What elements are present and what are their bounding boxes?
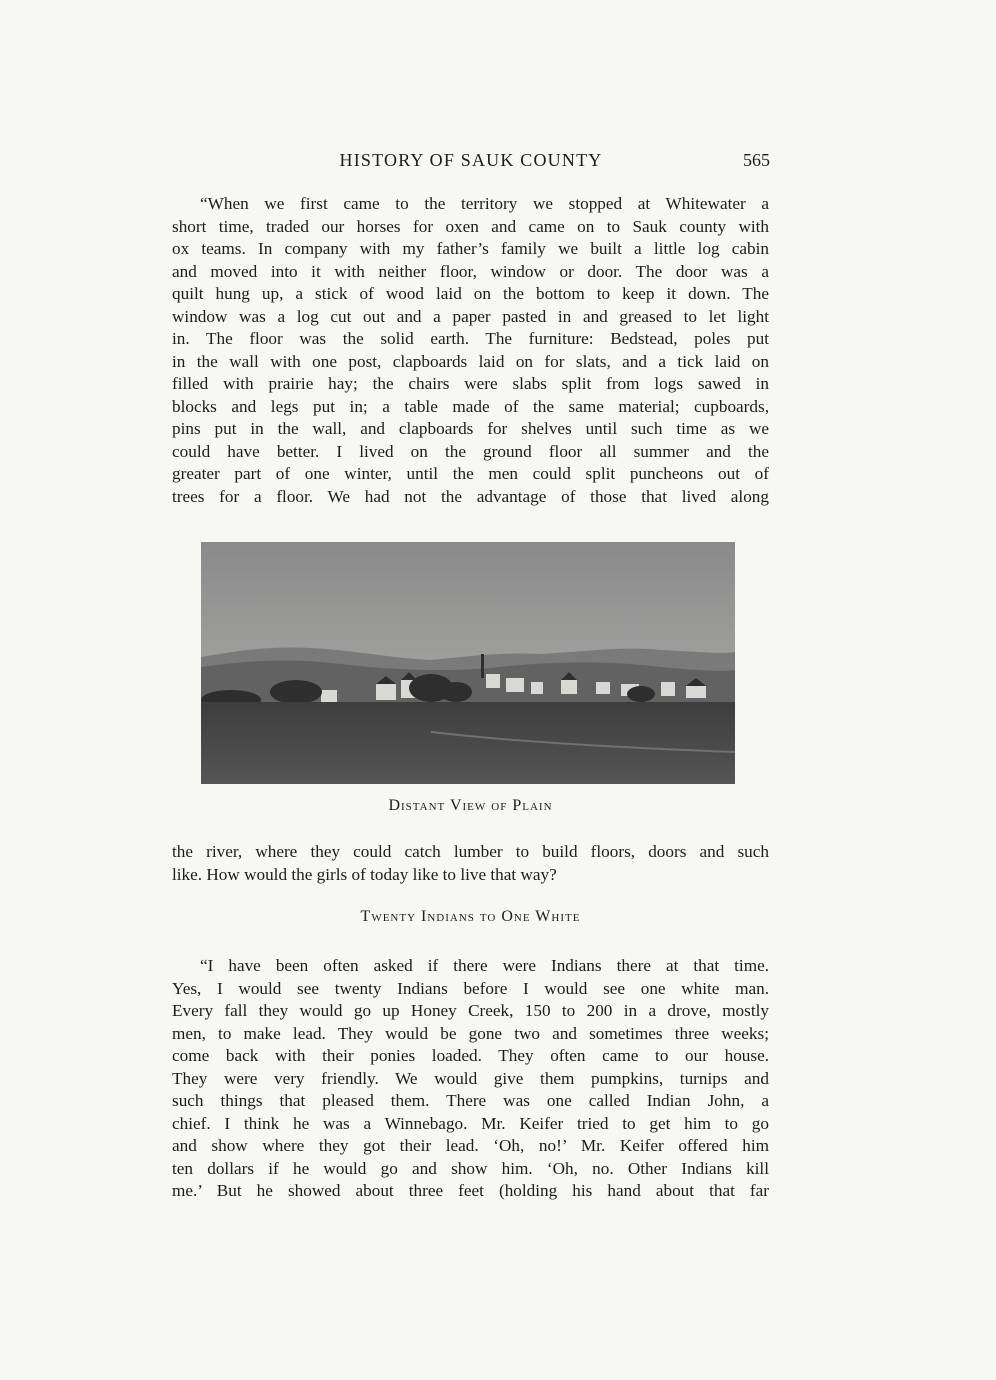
text-line: men, to make lead. They would be gone two and sometimes three weeks; bbox=[172, 1023, 769, 1043]
paragraph-cabin bbox=[172, 193, 769, 508]
text-line: like. How would the girls of today like to live that way? bbox=[172, 864, 557, 884]
text-line: short time, traded our horses for oxen and came on to Sauk county with bbox=[172, 216, 769, 236]
text-line: “I have been often asked if there were Indians there at that time. bbox=[200, 956, 769, 975]
text-line: such things that pleased them. There was one called Indian John, a bbox=[172, 1091, 769, 1110]
text-line: and show where they got their lead. ‘Oh, no!’ Mr. Keifer offered him bbox=[172, 1136, 769, 1155]
text-line: “When we first came to the territory we stopped at Whitewater a bbox=[200, 194, 769, 213]
text-line: in the wall with one post, clapboards laid on for slats, and a tick laid on bbox=[172, 351, 769, 371]
text-line: window was a log cut out and a paper pasted in and greased to let light bbox=[172, 306, 769, 326]
text-line: and moved into it with neither floor, window or door. The door was a bbox=[172, 261, 769, 281]
text-line: blocks and legs put in; a table made of the same material; cupboards, bbox=[172, 396, 769, 416]
text-line: the river, where they could catch lumber to build floors, doors and such bbox=[172, 842, 769, 861]
text-line: Yes, I would see twenty Indians before I would see one white man. bbox=[172, 978, 769, 998]
running-header bbox=[172, 150, 770, 176]
paragraph-indians bbox=[172, 955, 769, 1203]
page-number: 565 bbox=[743, 150, 770, 170]
text-line: come back with their ponies loaded. They often came to our house. bbox=[172, 1046, 769, 1065]
text-line: pins put in the wall, and clapboards for shelves until such time as we bbox=[172, 419, 769, 438]
text-line: greater part of one winter, until the men could split puncheons out of bbox=[172, 464, 769, 483]
running-title: HISTORY OF SAUK COUNTY bbox=[339, 150, 603, 170]
text-line: trees for a floor. We had not the advantage of those that lived along bbox=[172, 486, 769, 506]
village-photograph bbox=[201, 542, 735, 784]
section-heading: Twenty Indians to One White bbox=[360, 908, 581, 925]
text-line: They were very friendly. We would give them pumpkins, turnips and bbox=[172, 1068, 769, 1088]
text-line: in. The floor was the solid earth. The furniture: Bedstead, poles put bbox=[172, 329, 769, 348]
text-line: Every fall they would go up Honey Creek, 150 to 200 in a drove, mostly bbox=[172, 1001, 769, 1020]
text-line: ox teams. In company with my father’s family we built a little log cabin bbox=[172, 239, 769, 258]
text-line: filled with prairie hay; the chairs were slabs split from logs sawed in bbox=[172, 374, 769, 393]
text-line: quilt hung up, a stick of wood laid on the bottom to keep it down. The bbox=[172, 284, 769, 303]
paragraph-river bbox=[172, 841, 769, 886]
text-line: could have better. I lived on the ground floor all summer and the bbox=[172, 441, 769, 461]
figure-caption: Distant View of Plain bbox=[388, 797, 553, 814]
text-line: ten dollars if he would go and show him. ‘Oh, no. Other Indians kill bbox=[172, 1158, 769, 1178]
text-line: me.’ But he showed about three feet (holding his hand about that far bbox=[172, 1181, 769, 1200]
text-line: chief. I think he was a Winnebago. Mr. Keifer tried to get him to go bbox=[172, 1113, 769, 1133]
